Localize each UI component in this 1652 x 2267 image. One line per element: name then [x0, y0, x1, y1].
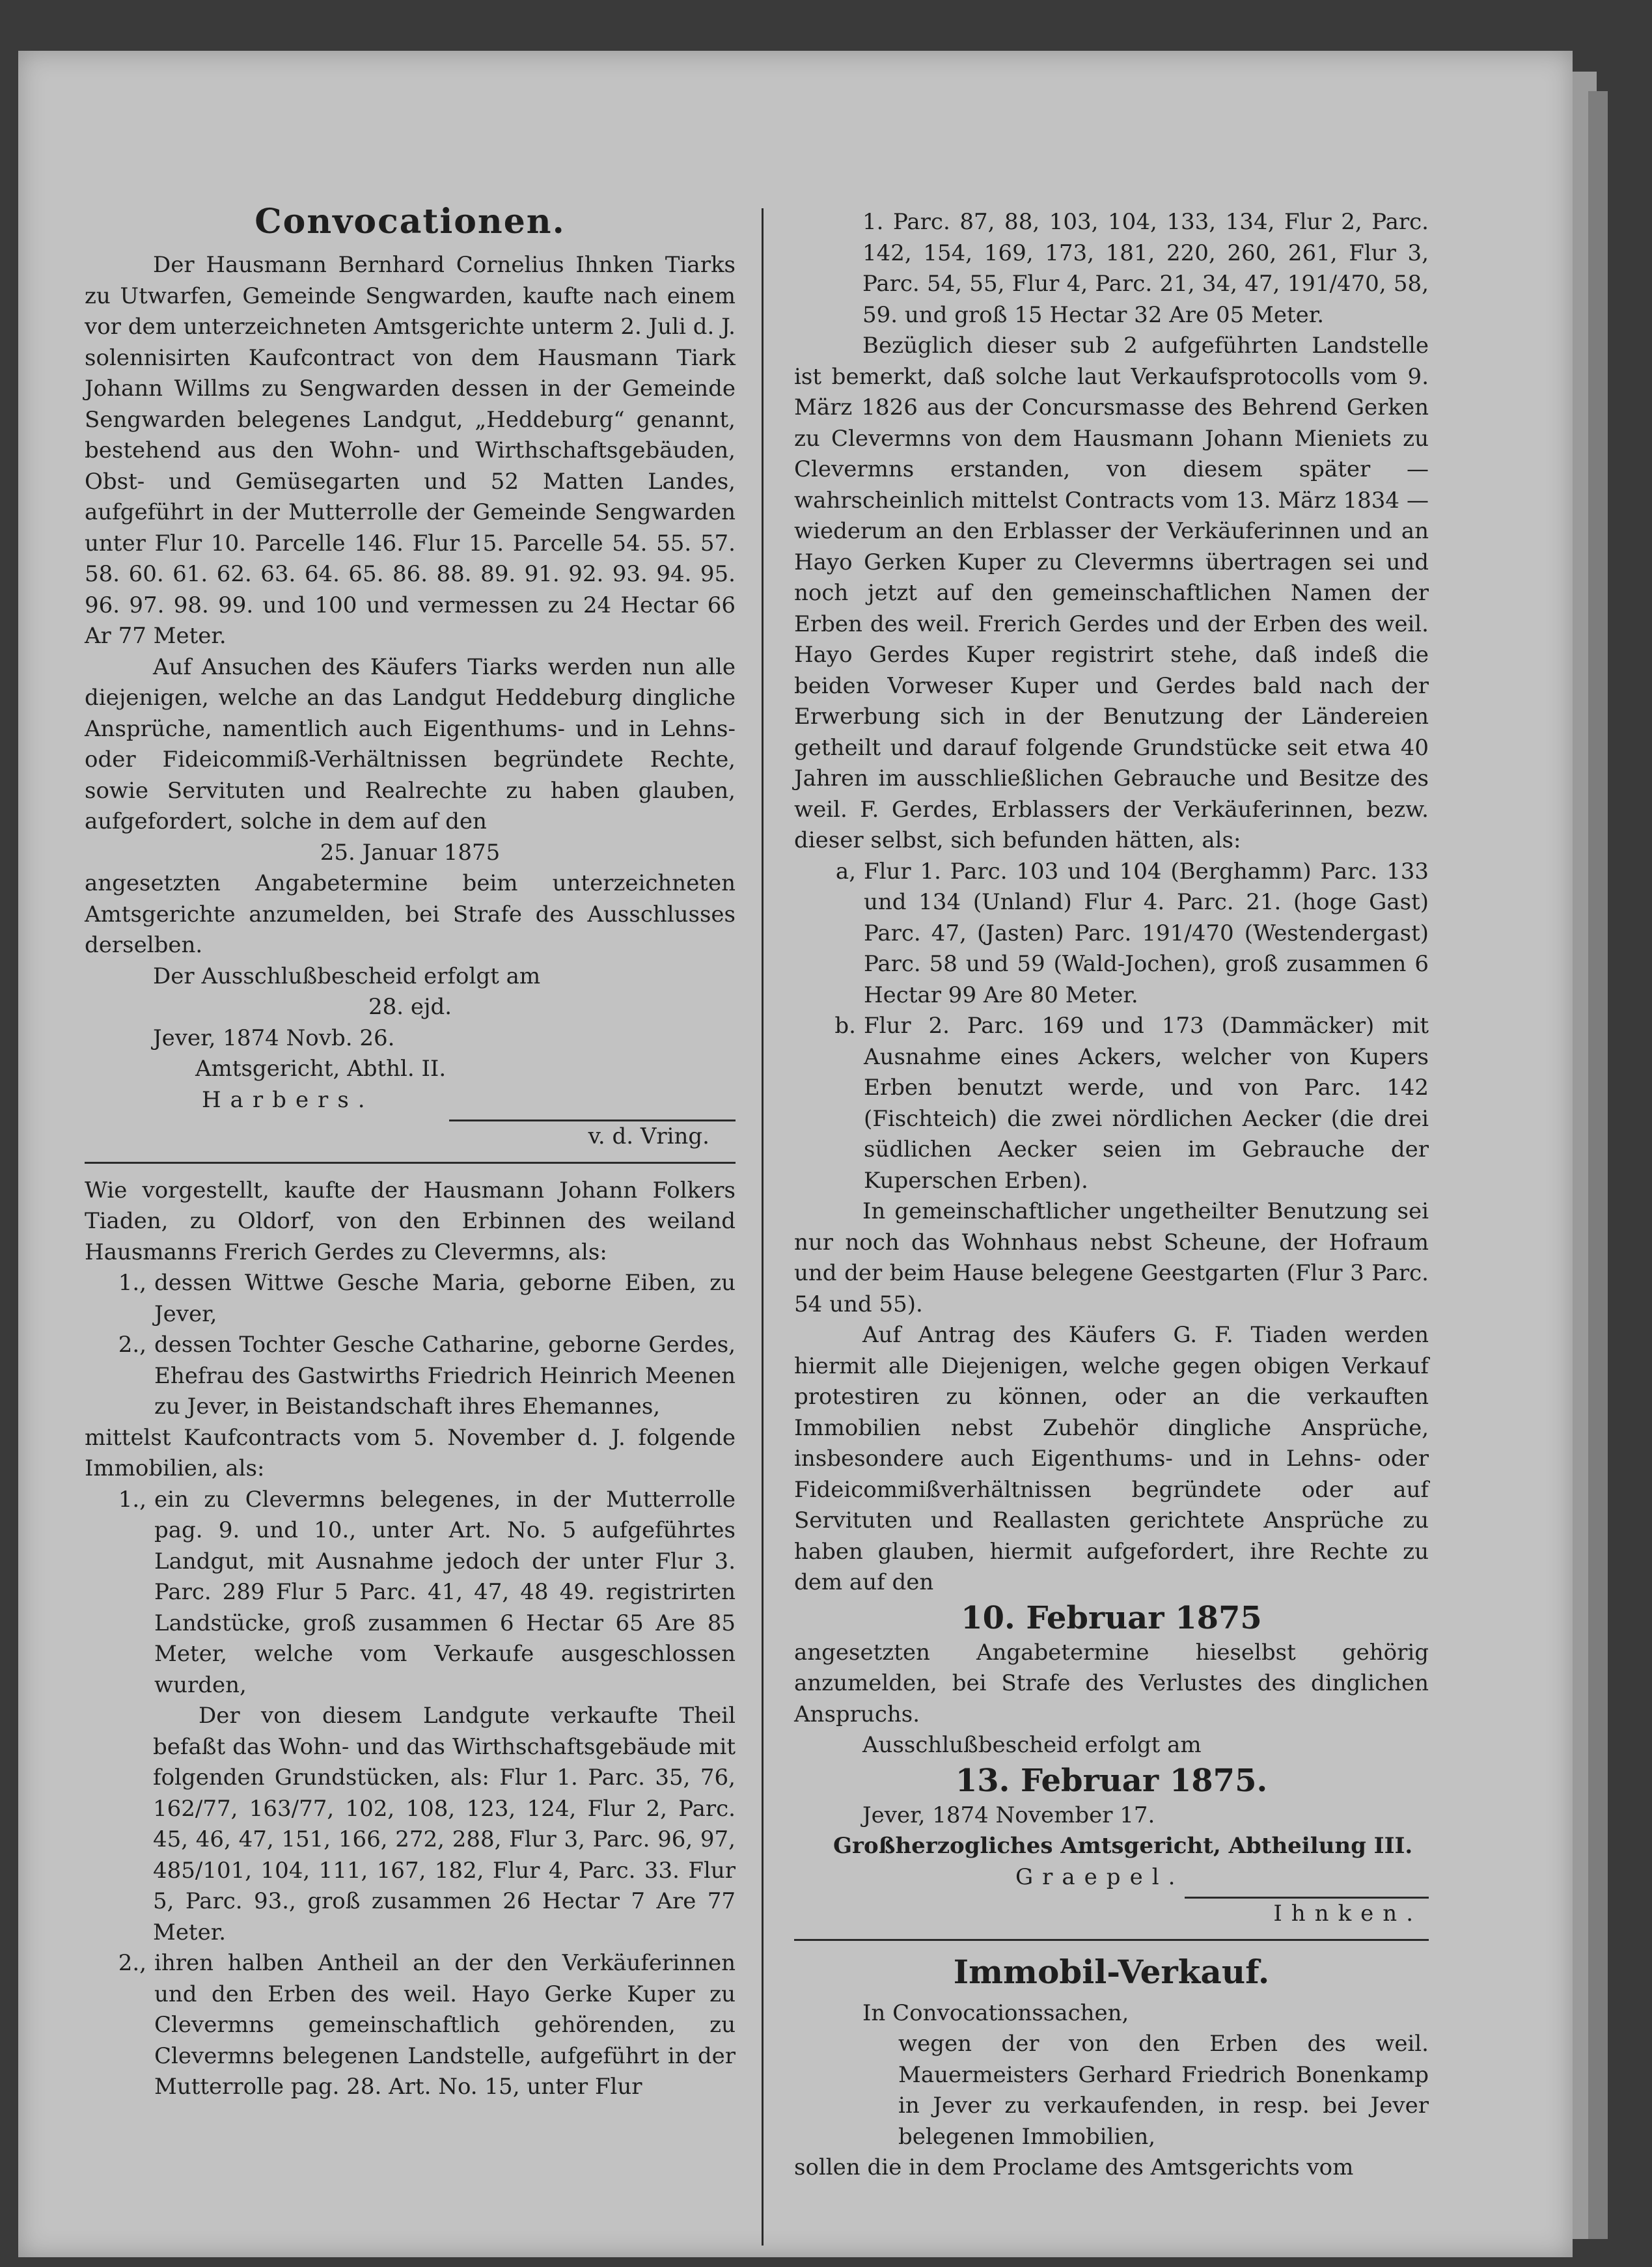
property-text: ein zu Clevermns belegenes, in der Mutterrolle pag. 9. und 10., unter Art. No. 5 aufgeführtes Landgut, mit Ausnahme jedoch der unter Flur 3. Parc. 289 Flur 5 Parc. 41, 47, 48 49. registrirten Landstücke, groß zusammen 6 Hectar 65 Are 85 Meter, welche vom Verkaufe ausgeschlossen wurden, — [154, 1486, 736, 1698]
common-use-paragraph: In gemeinschaftlicher ungetheilter Benutzung sei nur noch das Wohnhaus nebst Scheune, der Hofraum und der beim Hause belegene Geestgarten (Flur 3 Parc. 54 und 55). — [794, 1198, 1429, 1317]
property-item — [85, 1948, 736, 2103]
page-edge-shadow — [1588, 91, 1608, 2239]
parcel-text: Flur 2. Parc. 169 und 173 (Dammäcker) mit Ausnahme eines Ackers, welcher von Kupers Erben benutzt werde, und von Parc. 142 (Fischteich) die zwei nördlichen Aecker (die drei südlichen Aecker seien im Gebrauche der Kuperschen Erben). — [864, 1013, 1429, 1194]
parcel-letter: b. — [834, 1013, 856, 1039]
left-column — [85, 202, 736, 2103]
seller-number: 1., — [118, 1270, 146, 1296]
notice1-court: Amtsgericht, Abthl. II. — [195, 1056, 447, 1082]
notice1-decision-date: 28. ejd. — [368, 994, 452, 1020]
seller-item — [85, 1268, 736, 1330]
place-date: Jever, 1874 November 17. — [862, 1802, 1155, 1828]
notice1-date: 25. Januar 1875 — [320, 839, 501, 866]
notice2-contract: mittelst Kaufcontracts vom 5. November d. J. folgende Immobilien, als: — [85, 1424, 736, 1481]
decision-date: 13. Februar 1875. — [955, 1762, 1268, 1799]
seller-text: dessen Wittwe Gesche Maria, geborne Eiben, zu Jever, — [154, 1270, 736, 1327]
property-item — [85, 1485, 736, 1701]
court-name: Großherzogliches Amtsgericht, Abtheilung III. — [833, 1833, 1413, 1859]
clerk-name: Ihnken. — [1273, 1901, 1422, 1927]
notice2-intro: Wie vorgestellt, kaufte der Hausmann Johann Folkers Tiaden, zu Oldorf, von den Erbinnen des weiland Hausmanns Frerich Gerdes zu Clevermns, als: — [85, 1177, 736, 1265]
term-date: 10. Februar 1875 — [961, 1599, 1262, 1636]
notice-separator — [85, 1162, 736, 1164]
notice1-clerk: v. d. Vring. — [588, 1123, 709, 1149]
property-detail: Der von diesem Landgute verkaufte Theil befaßt das Wohn- und das Wirthschaftsgebäude mit folgenden Grundstücken, als: Flur 1. Parc. 35, 76, 162/77, 163/77, 102, 108, 123, 124, Flur 2, Parc. 45, 46, 47, 151, 166, 272, 288, Flur 3, Parc. 96, 97, 485/101, 104, 111, 167, 182, Flur 4, Parc. 33. Flur 5, Parc. 93., groß zusammen 26 Hectar 7 Are 77 Meter. — [153, 1703, 736, 1945]
request-paragraph: Auf Antrag des Käufers G. F. Tiaden werden hiermit alle Diejenigen, welche gegen obigen Verkauf protestiren zu können, oder an die verkauften Immobilien nebst Zubehör dingliche Ansprüche, insbesondere auch Eigenthums- und in Lehns- oder Fideicommißverhältnissen begründete oder auf Servituten und Reallasten gerichtete Ansprüche zu haben glauben, hiermit aufgefordert, ihre Rechte zu dem auf den — [794, 1322, 1429, 1595]
notice1-place-date: Jever, 1874 Novb. 26. — [153, 1024, 395, 1051]
seller-item — [85, 1330, 736, 1423]
parcel-item — [794, 857, 1429, 1011]
seller-text: dessen Tochter Gesche Catharine, geborne Gerdes, Ehefrau des Gastwirths Friedrich Heinrich Meenen zu Jever, in Beistandschaft ihres Ehemannes, — [154, 1332, 736, 1420]
sale-line-3: sollen die in dem Proclame des Amtsgerichts vom — [794, 2154, 1354, 2180]
notice1-judge: Harbers. — [202, 1086, 374, 1113]
decision-line: Ausschlußbescheid erfolgt am — [862, 1732, 1202, 1758]
after-date-paragraph: angesetzten Angabetermine hieselbst gehörig anzumelden, bei Strafe des Verlustes des dinglichen Anspruchs. — [794, 1639, 1429, 1727]
sale-line-1: In Convocationssachen, — [862, 1999, 1129, 2026]
right-column — [794, 207, 1429, 2184]
sale-line-2: wegen der von den Erben des weil. Mauermeisters Gerhard Friedrich Bonenkamp in Jever zu verkaufenden, in resp. bei Jever belegenen Immobilien, — [898, 2031, 1429, 2150]
remark-paragraph: Bezüglich dieser sub 2 aufgeführten Landstelle ist bemerkt, daß solche laut Verkaufsprotocolls vom 9. März 1826 aus der Concursmasse des Behrend Gerken zu Clevermns von dem Hausmann Johann Mieniets zu Clevermns erstanden, von diesem später — wahrscheinlich mittelst Contracts vom 13. März 1834 — wiederum an den Erblasser der Verkäuferinnen und an Hayo Gerken Kuper zu Clevermns übertragen sei und noch jetzt auf den gemeinschaftlichen Namen der Erben des weil. Frerich Gerdes und der Erben des weil. Hayo Gerdes Kuper registrirt stehe, daß indeß die beiden Vorweser Kuper und Gerdes bald nach der Erwerbung sich in der Benutzung der Ländereien getheilt und darauf folgende Grundstücke seit etwa 40 Jahren im ausschließlichen Gebrauche und Besitze des weil. F. Gerdes, Erblassers der Verkäuferinnen, bezw. dieser selbst, sich befunden hätten, als: — [794, 333, 1429, 853]
notice1-request: Auf Ansuchen des Käufers Tiarks werden nun alle diejenigen, welche an das Landgut Heddeburg dingliche Ansprüche, namentlich auch Eigenthums- und in Lehns- oder Fideicommiß-Verhältnissen begründete Rechte, sowie Servituten und Realrechte zu haben glauben, aufgefordert, solche in dem auf den — [85, 653, 736, 834]
parcel-letter: a, — [835, 858, 856, 885]
section-heading: Convocationen. — [255, 202, 566, 241]
property-text: ihren halben Antheil an der den Verkäuferinnen und den Erben des weil. Hayo Gerke Kuper zu Clevermns gemeinschaftlich gehörenden, zu Clevermns belegenen Landstelle, aufgeführt in der Mutterrolle pag. 28. Art. No. 15, unter Flur — [154, 1950, 736, 2100]
notice-separator — [794, 1939, 1429, 1941]
notice1-after-date: angesetzten Angabetermine beim unterzeichneten Amtsgerichte anzumelden, bei Strafe des Ausschlusses derselben. — [85, 870, 736, 958]
property-number: 1., — [118, 1486, 146, 1513]
parcel-text: Flur 1. Parc. 103 und 104 (Berghamm) Parc. 133 und 134 (Unland) Flur 4. Parc. 21. (hoge Gast) Parc. 47, (Jasten) Parc. 191/470 (Westendergast) Parc. 58 und 59 (Wald-Jochen), groß zusammen 6 Hectar 99 Are 80 Meter. — [864, 858, 1429, 1008]
judge-name: Graepel. — [1015, 1863, 1185, 1890]
notice1-body: Der Hausmann Bernhard Cornelius Ihnken Tiarks zu Utwarfen, Gemeinde Sengwarden, kaufte nach einem vor dem unterzeichneten Amtsgerichte unterm 2. Juli d. J. solennisirten Kaufcontract von dem Hausmann Tiark Johann Willms zu Sengwarden dessen in der Gemeinde Sengwarden belegenes Landgut, „Heddeburg“ genannt, bestehend aus den Wohn- und Wirthschaftsgebäuden, Obst- und Gemüsegarten und 52 Matten Landes, aufgeführt in der Mutterrolle der Gemeinde Sengwarden unter Flur 10. Parcelle 146. Flur 15. Parcelle 54. 55. 57. 58. 60. 61. 62. 63. 64. 65. 86. 88. 89. 91. 92. 93. 94. 95. 96. 97. 98. 99. und 100 und vermessen zu 24 Hectar 66 Ar 77 Meter. — [85, 252, 736, 649]
property-number: 2., — [118, 1950, 146, 1976]
parcel-continuation: 1. Parc. 87, 88, 103, 104, 133, 134, Flur 2, Parc. 142, 154, 169, 173, 181, 220, 260, 261, Flur 3, Parc. 54, 55, Flur 4, Parc. 21, 34, 47, 191/470, 58, 59. und groß 15 Hectar 32 Are 05 Meter. — [862, 209, 1429, 328]
column-divider — [762, 208, 764, 2246]
parcel-item — [794, 1011, 1429, 1196]
sale-heading: Immobil-Verkauf. — [953, 1952, 1270, 1991]
seller-number: 2., — [118, 1332, 146, 1358]
notice1-decision: Der Ausschlußbescheid erfolgt am — [153, 963, 541, 989]
